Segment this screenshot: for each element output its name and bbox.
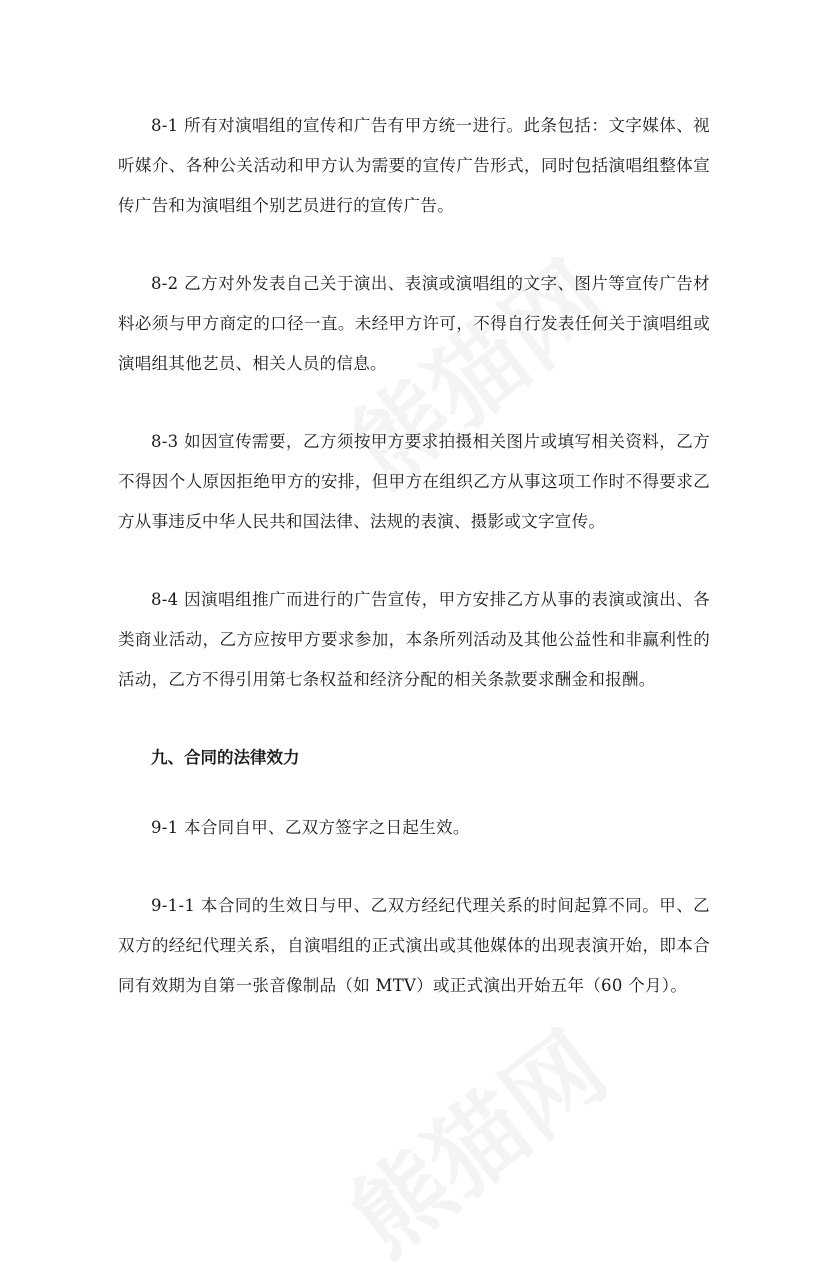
clause-8-3: 8-3 如因宣传需要，乙方须按甲方要求拍摄相关图片或填写相关资料，乙方不得因个人原因拒绝甲方的安排，但甲方在组织乙方从事这项工作时不得要求乙方从事违反中华人民共和国法律、法规的表演、摄影或文字宣传。 — [118, 432, 710, 531]
clause-8-2: 8-2 乙方对外发表自己关于演出、表演或演唱组的文字、图片等宣传广告材料必须与甲方商定的口径一直。未经甲方许可，不得自行发表任何关于演唱组或演唱组其他艺员、相关人员的信息。 — [118, 274, 710, 373]
document-body — [118, 106, 710, 1044]
clause-9-1-1: 9-1-1 本合同的生效日与甲、乙双方经纪代理关系的时间起算不同。甲、乙双方的经纪代理关系，自演唱组的正式演出或其他媒体的出现表演开始，即本合同有效期为自第一张音像制品（如 MTV）或正式演出开始五年（60 个月）。 — [118, 896, 710, 995]
clause-8-1: 8-1 所有对演唱组的宣传和广告有甲方统一进行。此条包括：文字媒体、视听媒介、各种公关活动和甲方认为需要的宣传广告形式，同时包括演唱组整体宣传广告和为演唱组个别艺员进行的宣传广告。 — [118, 116, 710, 215]
section-heading: 九、合同的法律效力 — [151, 748, 300, 767]
clause-8-4: 8-4 因演唱组推广而进行的广告宣传，甲方安排乙方从事的表演或演出、各类商业活动，乙方应按甲方要求参加，本条所列活动及其他公益性和非赢利性的活动，乙方不得引用第七条权益和经济分配的相关条款要求酬金和报酬。 — [118, 590, 710, 689]
clause-9-1: 9-1 本合同自甲、乙双方签字之日起生效。 — [151, 818, 470, 837]
